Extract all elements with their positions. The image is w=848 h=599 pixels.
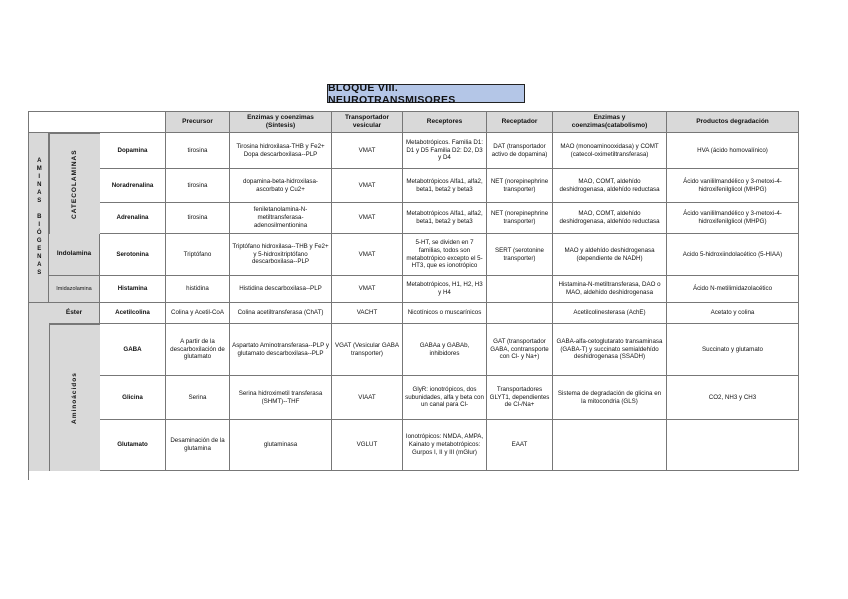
group-indolamina: Indolamina xyxy=(49,234,100,276)
receptador-cell: EAAT xyxy=(487,420,553,471)
receptador-cell: GAT (transportador GABA, contransporte con Cl- y Na+) xyxy=(487,324,553,376)
receptores-cell: Nicotínicos o muscarínicos xyxy=(403,303,487,324)
enzimas-catabolismo-cell: GABA-alfa-cetoglutarato transaminasa (GABA-T) y succinato semialdehído deshidrogenasa (SSADH) xyxy=(553,324,667,376)
enzimas-sintesis-cell: Colina acetiltransferasa (ChAT) xyxy=(230,303,332,324)
receptores-cell: Ionotrópicos: NMDA, AMPA, Kainato y metabotrópicos: Gurpos I, II y III (mGlur) xyxy=(403,420,487,471)
nt-name: Glicina xyxy=(100,376,166,420)
transportador-cell: VGAT (Vesicular GABA transporter) xyxy=(332,324,403,376)
enzimas-catabolismo-cell: MAO y aldehído deshidrogenasa (dependiente de NADH) xyxy=(553,234,667,276)
receptores-cell: GABAa y GABAb, inhibidores xyxy=(403,324,487,376)
enzimas-sintesis-cell: Aspartato Aminotransferasa--PLP y glutamato descarboxilasa--PLP xyxy=(230,324,332,376)
receptador-cell: NET (norepinephrine transporter) xyxy=(487,169,553,203)
productos-cell: Ácido N-metilimidazolacético xyxy=(667,276,799,303)
receptador-cell: SERT (serotonine transporter) xyxy=(487,234,553,276)
enzimas-catabolismo-cell: MAO, COMT, aldehído deshidrogenasa, aldehído reductasa xyxy=(553,203,667,234)
header-enzimas-catabolismo: Enzimas y coenzimas(catabolismo) xyxy=(553,112,667,133)
enzimas-sintesis-cell: Tirosina hidroxilasa-THB y Fe2+ Dopa descarboxilasa--PLP xyxy=(230,133,332,169)
precursor-cell: Desaminación de la glutamina xyxy=(166,420,230,471)
header-corner xyxy=(29,112,166,133)
neurotransmitter-table xyxy=(28,111,799,480)
precursor-cell: tirosina xyxy=(166,133,230,169)
productos-cell: Ácido vanililmandélico y 3-metoxi-4-hidroxifenilglicol (MHPG) xyxy=(667,169,799,203)
precursor-cell: histidina xyxy=(166,276,230,303)
group-aminas-biogenas: AMINAS BIÓGENAS xyxy=(29,133,49,303)
receptores-cell: GlyR: ionotrópicos, dos subunidades, alfa y beta con un canal para Cl- xyxy=(403,376,487,420)
receptador-cell: NET (norepinephrine transporter) xyxy=(487,203,553,234)
receptador-cell xyxy=(487,276,553,303)
nt-name: Noradrenalina xyxy=(100,169,166,203)
nt-name: Glutamato xyxy=(100,420,166,471)
transportador-cell: VIAAT xyxy=(332,376,403,420)
precursor-cell: Serina xyxy=(166,376,230,420)
enzimas-catabolismo-cell: Histamina-N-metiltransferasa, DAO o MAO, aldehído deshidrogenasa xyxy=(553,276,667,303)
receptores-cell: Metabotrópicos, H1, H2, H3 y H4 xyxy=(403,276,487,303)
transportador-cell: VGLUT xyxy=(332,420,403,471)
nt-name: Dopamina xyxy=(100,133,166,169)
precursor-cell: A partir de la descarboxilación de glutamato xyxy=(166,324,230,376)
enzimas-sintesis-cell: Serina hidroximetil transferasa (SHMT)--THF xyxy=(230,376,332,420)
enzimas-sintesis-cell: dopamina-beta-hidroxilasa-ascorbato y Cu2+ xyxy=(230,169,332,203)
enzimas-catabolismo-cell: Sistema de degradación de glicina en la mitocondria (GLS) xyxy=(553,376,667,420)
productos-cell: Ácido vanililmandélico y 3-metoxi-4-hidroxifenilglicol (MHPG) xyxy=(667,203,799,234)
group-spacer xyxy=(29,303,49,471)
receptador-cell xyxy=(487,303,553,324)
group-ester: Éster xyxy=(49,303,100,324)
enzimas-catabolismo-cell: Acetilcolinesterasa (AchE) xyxy=(553,303,667,324)
header-receptores: Receptores xyxy=(403,112,487,133)
nt-name: GABA xyxy=(100,324,166,376)
receptores-cell: 5-HT, se dividen en 7 familias, todos son metabotrópico excepto el 5- HT3, que es ionotrópico xyxy=(403,234,487,276)
group-catecolaminas: CATECOLAMINAS xyxy=(49,133,100,234)
enzimas-catabolismo-cell: MAO (monoaminooxidasa) y COMT (catecol-oximetiltransferasa) xyxy=(553,133,667,169)
productos-cell: HVA (ácido homovalínico) xyxy=(667,133,799,169)
precursor-cell: tirosina xyxy=(166,169,230,203)
group-imidazolamina: Imidazolamina xyxy=(49,276,100,303)
enzimas-sintesis-cell: Triptófano hidroxilasa--THB y Fe2+ y 5-hidroxitriptófano descarboxilasa--PLP xyxy=(230,234,332,276)
transportador-cell: VMAT xyxy=(332,169,403,203)
transportador-cell: VMAT xyxy=(332,133,403,169)
precursor-cell: tirosina xyxy=(166,203,230,234)
transportador-cell: VMAT xyxy=(332,276,403,303)
nt-name: Adrenalina xyxy=(100,203,166,234)
productos-cell: Acetato y colina xyxy=(667,303,799,324)
receptores-cell: Metabotrópicos Alfa1, alfa2, beta1, beta2 y beta3 xyxy=(403,203,487,234)
receptores-cell: Metabotrópicos. Familia D1: D1 y D5 Familia D2: D2, D3 y D4 xyxy=(403,133,487,169)
receptores-cell: Metabotrópicos Alfa1, alfa2, beta1, beta2 y beta3 xyxy=(403,169,487,203)
precursor-cell: Colina y Acetil-CoA xyxy=(166,303,230,324)
header-receptador: Receptador xyxy=(487,112,553,133)
productos-cell xyxy=(667,420,799,471)
receptador-cell: Transportadores GLYT1, dependientes de Cl-/Na+ xyxy=(487,376,553,420)
precursor-cell: Triptófano xyxy=(166,234,230,276)
page-title: BLOQUE VIII. NEUROTRANSMISORES xyxy=(327,84,525,103)
receptador-cell: DAT (transportador activo de dopamina) xyxy=(487,133,553,169)
group-aminoacidos: Aminoácidos xyxy=(49,324,100,471)
transportador-cell: VMAT xyxy=(332,203,403,234)
enzimas-sintesis-cell: feniletanolamina-N-metiltransferasa-adenosilmentionina xyxy=(230,203,332,234)
nt-name: Acetilcolina xyxy=(100,303,166,324)
header-transportador: Transportador vesicular xyxy=(332,112,403,133)
productos-cell: Acido 5-hidroxiindolacético (5-HIAA) xyxy=(667,234,799,276)
transportador-cell: VACHT xyxy=(332,303,403,324)
nt-name: Serotonina xyxy=(100,234,166,276)
header-precursor: Precursor xyxy=(166,112,230,133)
nt-name: Histamina xyxy=(100,276,166,303)
enzimas-catabolismo-cell: MAO, COMT, aldehído deshidrogenasa, aldehído reductasa xyxy=(553,169,667,203)
enzimas-sintesis-cell: glutaminasa xyxy=(230,420,332,471)
productos-cell: Succinato y glutamato xyxy=(667,324,799,376)
enzimas-catabolismo-cell xyxy=(553,420,667,471)
header-enzimas-sintesis: Enzimas y coenzimas (Síntesis) xyxy=(230,112,332,133)
enzimas-sintesis-cell: Histidina descarboxilasa--PLP xyxy=(230,276,332,303)
header-productos: Productos degradación xyxy=(667,112,799,133)
transportador-cell: VMAT xyxy=(332,234,403,276)
productos-cell: CO2, NH3 y CH3 xyxy=(667,376,799,420)
